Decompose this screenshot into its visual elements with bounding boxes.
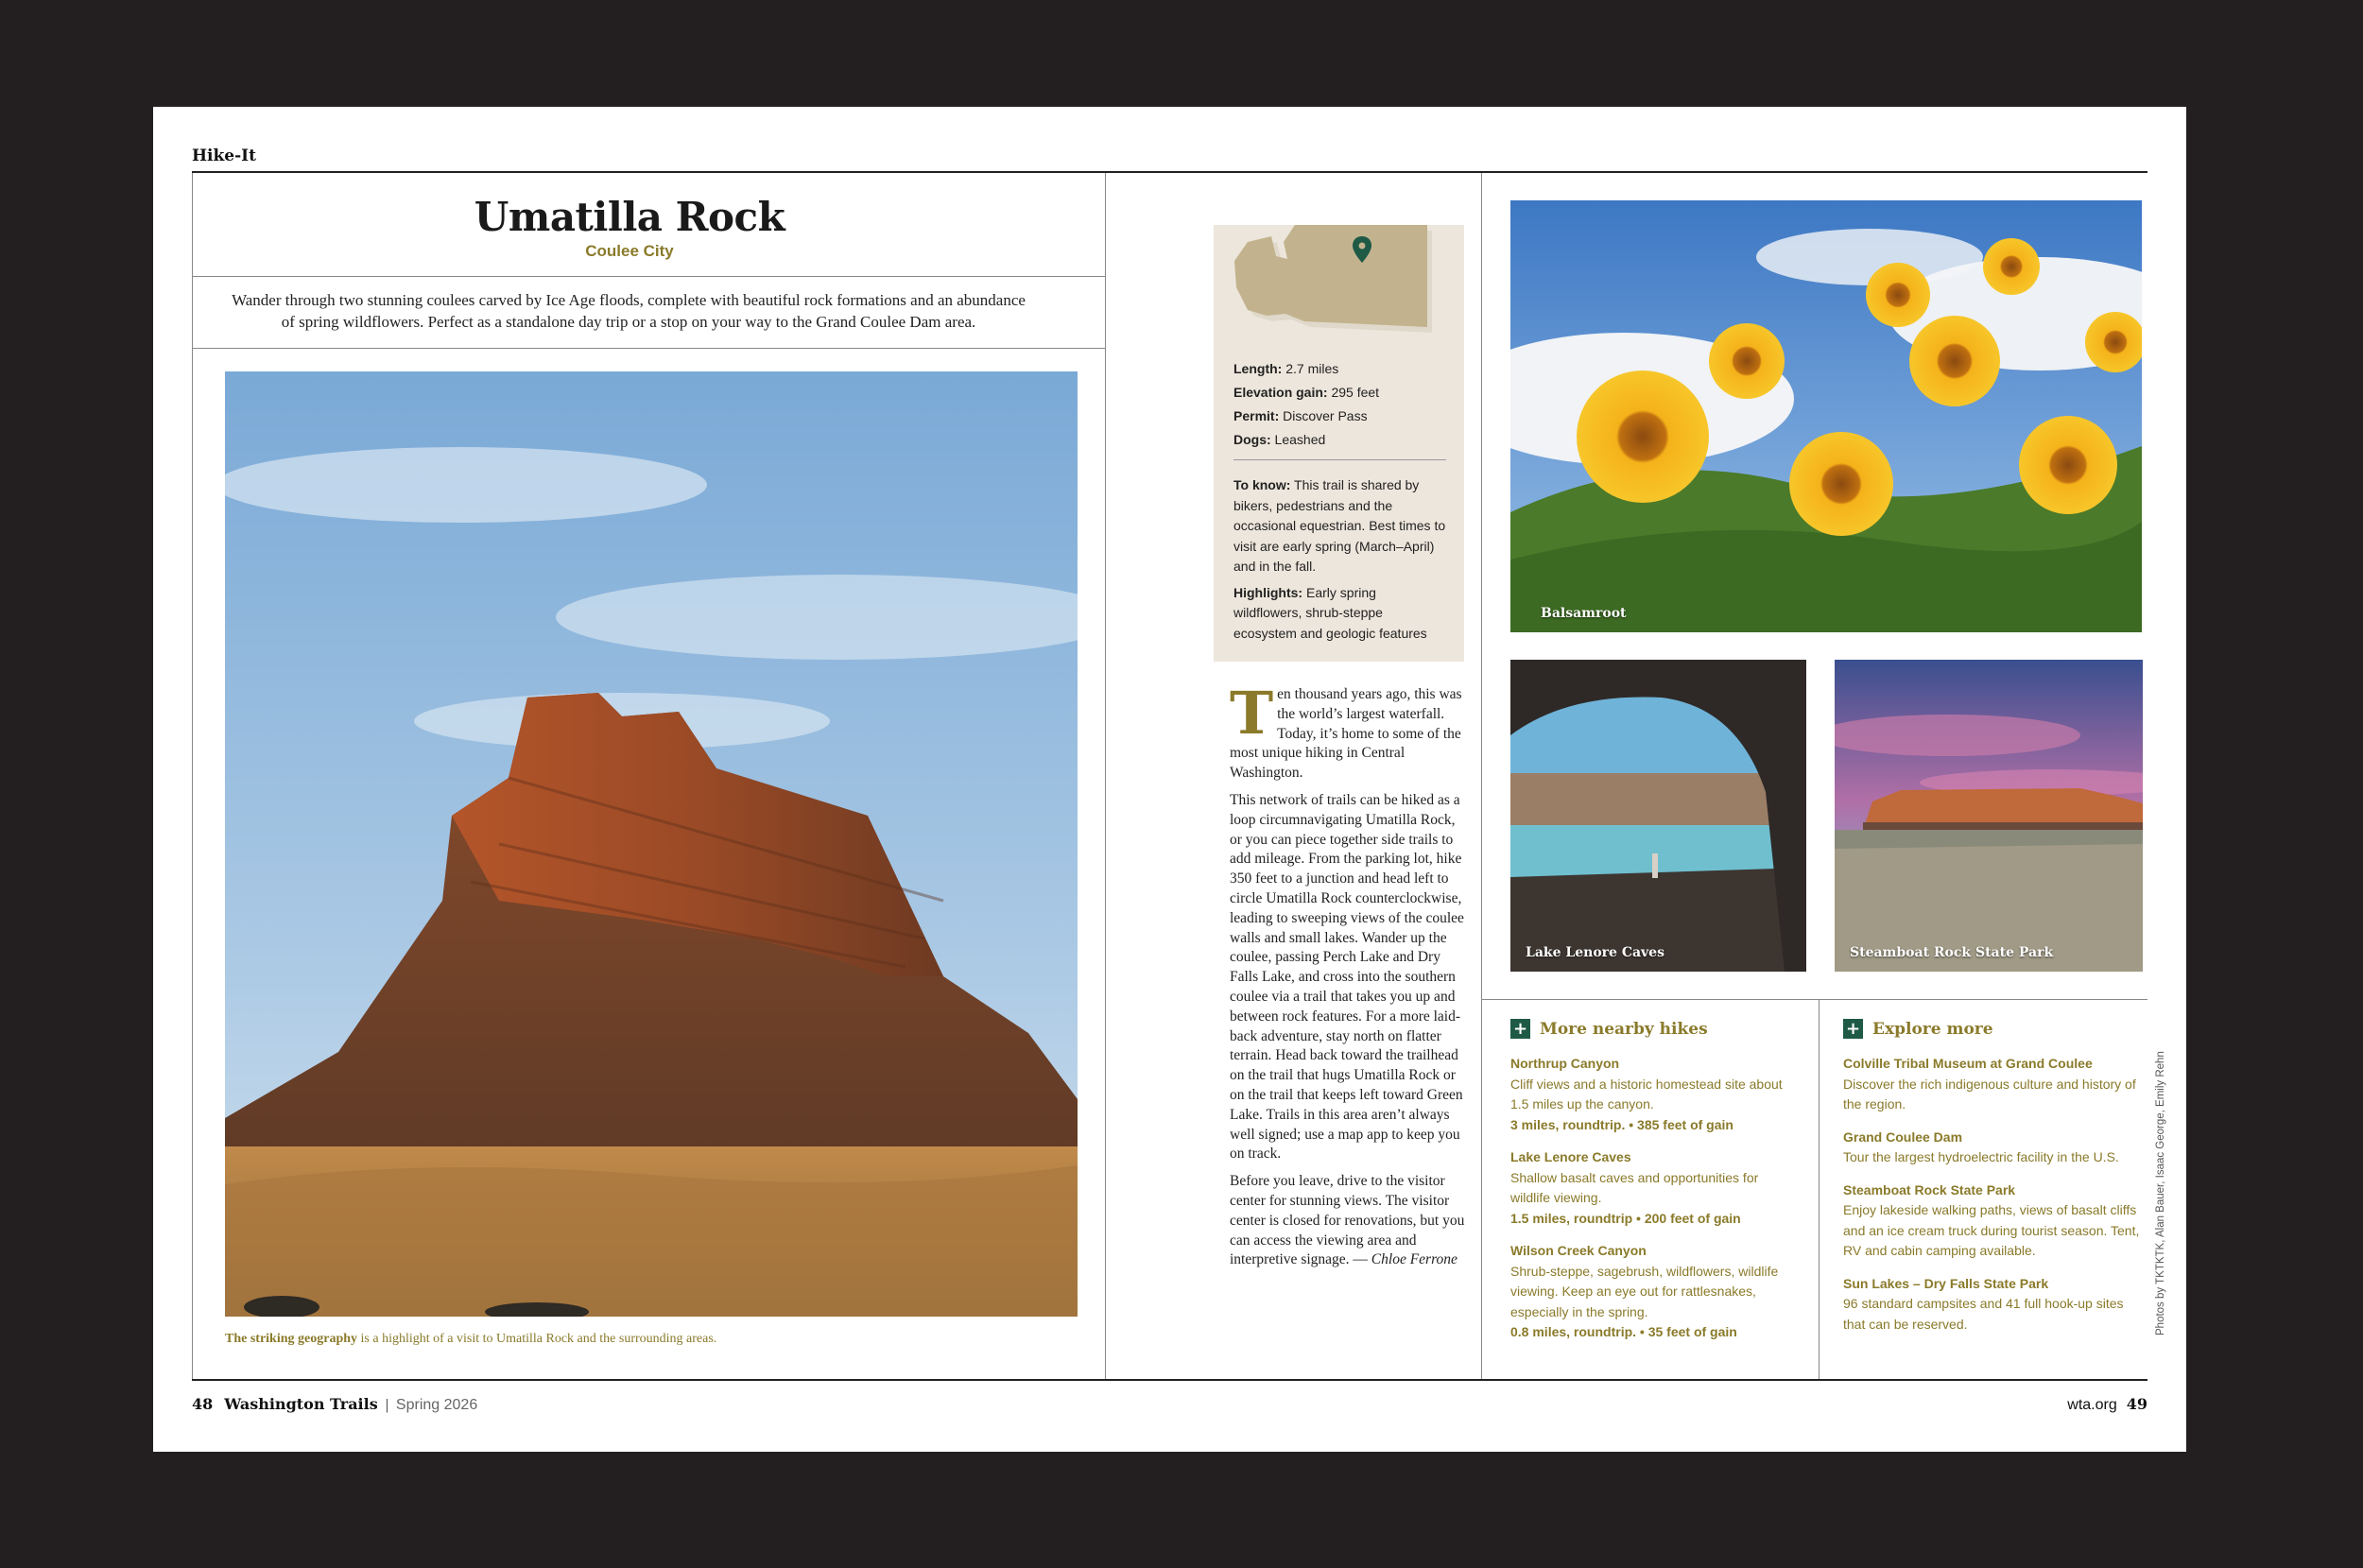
caption-bold: The striking geography bbox=[225, 1332, 358, 1346]
plus-icon: + bbox=[1510, 1019, 1530, 1039]
list-item: Sun Lakes – Dry Falls State Park 96 standard campsites and 41 full hook-up sites that can be reserved. bbox=[1843, 1275, 2124, 1332]
article-paragraph-1: en thousand years ago, this was the world’s largest waterfall. Today, it’s home to some of the most unique hiking in Central Washington. bbox=[1230, 686, 1462, 782]
trail-facts bbox=[1233, 357, 1446, 452]
washington-state-map bbox=[1219, 204, 1432, 336]
left-border-rule bbox=[192, 173, 193, 1379]
list-item: Colville Tribal Museum at Grand Coulee Discover the rich indigenous culture and history of the region. bbox=[1843, 1056, 2136, 1111]
bottom-rule bbox=[192, 1379, 2147, 1381]
section-label: Hike-It bbox=[192, 146, 256, 165]
fact-permit: Permit: Discover Pass bbox=[1233, 408, 1368, 423]
folio-right bbox=[2067, 1395, 2147, 1414]
list-item: Lake Lenore Caves Shallow basalt caves and opportunities for wildlife viewing. 1.5 miles, roundtrip • 200 feet of gain bbox=[1510, 1149, 1759, 1226]
steamboat-rock-photo bbox=[1835, 660, 2143, 972]
lists-rule bbox=[1481, 999, 2147, 1000]
explore-more-list bbox=[1843, 1054, 2147, 1347]
nearby-hikes-heading: + More nearby hikes bbox=[1510, 1019, 1708, 1039]
intro-text: Wander through two stunning coulees carved by Ice Age floods, complete with beautiful rock formations and an abundance of spring wildflowers. Perfect as a standalone day trip or a stop on your way to the Grand Coulee Dam area. bbox=[232, 291, 1026, 331]
balsamroot-photo bbox=[1510, 200, 2142, 632]
nearby-hikes-list bbox=[1510, 1054, 1794, 1355]
main-photo-caption bbox=[225, 1332, 1057, 1347]
magazine-spread bbox=[153, 107, 2186, 1452]
list-item: Northrup Canyon Cliff views and a historic homestead site about 1.5 miles up the canyon. 3 miles, roundtrip. • 385 feet of gain bbox=[1510, 1056, 1783, 1132]
highlights: Highlights: Early spring wildflowers, shrub-steppe ecosystem and geologic features bbox=[1233, 584, 1427, 641]
drop-cap: T bbox=[1230, 679, 1274, 748]
folio-left bbox=[192, 1395, 477, 1414]
list-item: Wilson Creek Canyon Shrub-steppe, sagebrush, wildflowers, wildlife viewing. Keep an eye out for rattlesnakes, especially in the spring. 0.8 miles, roundtrip. • 35 feet of gain bbox=[1510, 1243, 1779, 1339]
article-paragraph-3: Before you leave, drive to the visitor center for stunning views. The visitor center is closed for renovations, but you can access the viewing area and interpretive signage. — Chloe Ferrone bbox=[1230, 1173, 1465, 1268]
location-subtitle: Coulee City bbox=[585, 242, 674, 260]
issue-season: Spring 2026 bbox=[395, 1397, 478, 1413]
column-rule-2 bbox=[1481, 173, 1482, 1379]
plus-icon: + bbox=[1843, 1019, 1863, 1039]
folio-separator: | bbox=[385, 1397, 388, 1413]
umatilla-rock-photo bbox=[225, 371, 1078, 1317]
list-item: Grand Coulee Dam Tour the largest hydroelectric facility in the U.S. bbox=[1843, 1129, 2119, 1164]
article-body bbox=[1230, 679, 1468, 1278]
balsamroot-label: Balsamroot bbox=[1541, 606, 1627, 621]
title-rule bbox=[192, 276, 1105, 277]
lake-lenore-caves-photo bbox=[1510, 660, 1806, 972]
trail-tips bbox=[1233, 475, 1446, 649]
column-rule-3 bbox=[1819, 999, 1820, 1379]
article-paragraph-2: This network of trails can be hiked as a loop circumnavigating Umatilla Rock, or you can piece together side trails to add mileage. From the parking lot, hike 350 feet to a junction and head left to circle Umatilla Rock counterclockwise, leading to sweeping views of the coulee walls and small lakes. Wander up the coulee, passing Perch Lake and Dry Falls Lake, and cross into the southern coulee via a trail that takes you up and between rock features. For a more laid-back adventure, stay north on flatter terrain. Head back toward the trailhead on the trail that hugs Umatilla Rock or on the trail that keeps left toward Green Lake. Trails in this area aren’t always well signed; use a map app to keep you on track. bbox=[1230, 791, 1464, 1163]
fact-divider bbox=[1233, 459, 1446, 460]
steamboat-label: Steamboat Rock State Park bbox=[1850, 945, 2054, 960]
top-rule bbox=[192, 171, 2147, 173]
explore-more-heading: + Explore more bbox=[1843, 1019, 1993, 1039]
lake-lenore-label: Lake Lenore Caves bbox=[1526, 945, 1664, 960]
right-page-number: 49 bbox=[2126, 1395, 2147, 1413]
column-rule-1 bbox=[1105, 173, 1106, 1379]
magazine-name: Washington Trails bbox=[224, 1395, 378, 1413]
left-page-number: 48 bbox=[192, 1395, 214, 1413]
list-item: Steamboat Rock State Park Enjoy lakeside walking paths, views of basalt cliffs and an ice cream truck during tourist season. Tent, RV and cabin camping available. bbox=[1843, 1181, 2140, 1258]
website: wta.org bbox=[2067, 1397, 2117, 1413]
to-know: To know: This trail is shared by bikers, pedestrians and the occasional equestrian. Best times to visit are early spring (March–April) and in the fall. bbox=[1233, 477, 1446, 574]
author-byline: Chloe Ferrone bbox=[1371, 1251, 1457, 1268]
caption-text: is a highlight of a visit to Umatilla Rock and the surrounding areas. bbox=[357, 1332, 717, 1346]
photo-credit: Photos by TKTKTK, Alan Bauer, Isaac George, Emily Rehn bbox=[2155, 1051, 2166, 1335]
intro-rule bbox=[192, 348, 1105, 349]
fact-dogs: Dogs: Leashed bbox=[1233, 432, 1326, 447]
fact-length: Length: 2.7 miles bbox=[1233, 361, 1339, 376]
fact-elevation: Elevation gain: 295 feet bbox=[1233, 385, 1380, 400]
page-title: Umatilla Rock bbox=[474, 194, 785, 240]
